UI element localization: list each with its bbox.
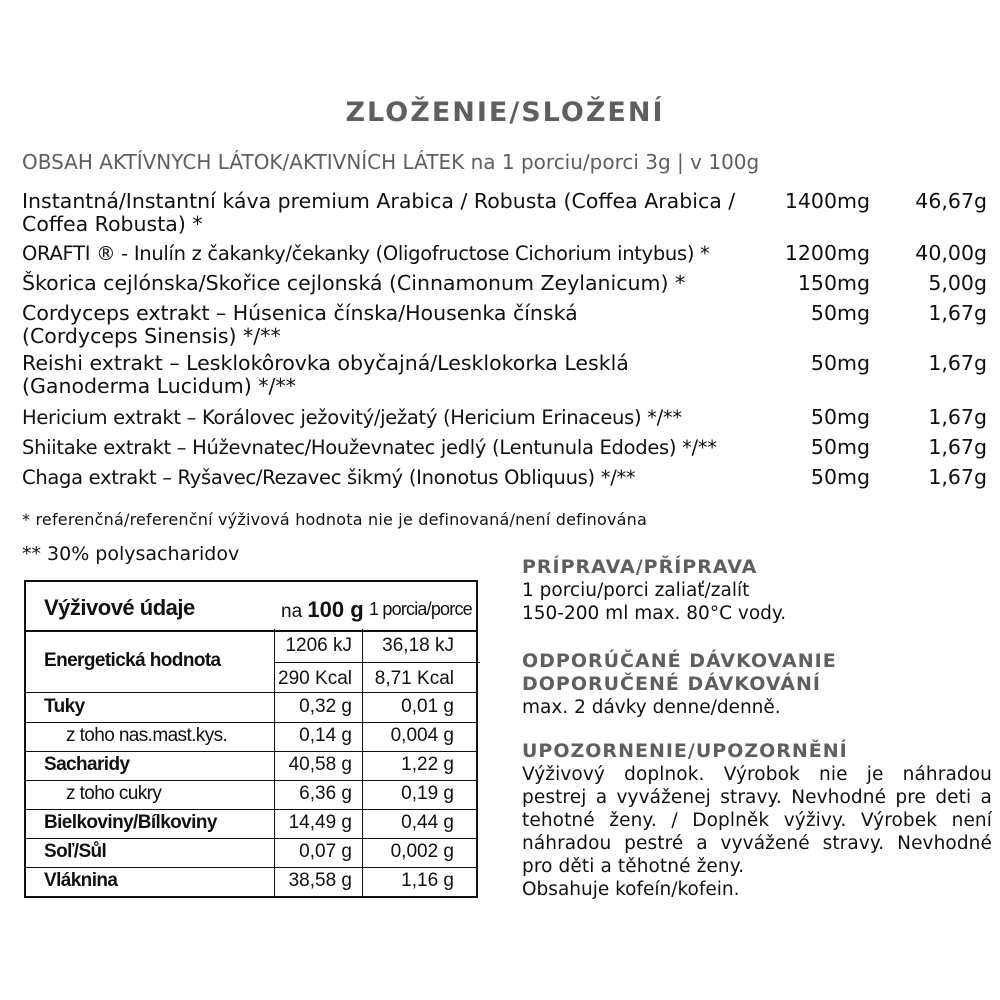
nutrition-value-portion: 36,18 kJ [382, 635, 454, 656]
nutrition-value-portion: 0,004 g [390, 725, 454, 746]
nutrition-value-100g: 6,36 g [299, 783, 352, 804]
ingredient-row [22, 190, 987, 242]
ingredient-dose: 50mg [810, 301, 870, 325]
column-header-100g [281, 597, 364, 623]
ingredient-per100: 1,67g [928, 351, 987, 375]
nutrition-row [26, 809, 476, 838]
nutrition-row [26, 780, 476, 809]
active-ingredients-subtitle: OBSAH AKTÍVNYCH LÁTOK/AKTIVNÍCH LÁTEK na 1 porciu/porci 3g | v 100g [22, 150, 760, 174]
nutrition-value-100g: 0,14 g [299, 725, 352, 746]
column-header-portion: 1 porcia/porce [369, 599, 472, 619]
dosage-text: max. 2 dávky denne/denně. [522, 697, 781, 718]
nutrition-value-portion: 1,16 g [401, 870, 454, 891]
ingredient-row [22, 272, 987, 302]
ingredient-per100: 46,67g [915, 189, 987, 213]
ingredient-row [22, 466, 987, 496]
ingredient-name: Instantná/Instantní káva premium Arabica / Robusta (Coffea Arabica / Coffea Robusta) * [22, 189, 736, 236]
nutrition-value-portion: 8,71 Kcal [374, 668, 454, 689]
ingredient-per100: 5,00g [928, 271, 987, 295]
footnote-polysaccharides: ** 30% polysacharidov [22, 543, 240, 565]
ingredient-name: Reishi extrakt – Lesklokôrovka obyčajná/Lesklokorka Lesklá (Ganoderma Lucidum) */** [22, 351, 629, 398]
nutrition-value-portion: 0,01 g [401, 696, 454, 717]
nutrition-row-label: Soľ/Sůl [44, 841, 107, 862]
nutrition-value-100g: 0,07 g [299, 841, 352, 862]
nutrition-row-label: Vláknina [44, 870, 118, 891]
warning-heading: UPOZORNENIE/UPOZORNĚNÍ [522, 740, 848, 762]
ingredient-dose: 1400mg [784, 189, 870, 213]
column-header-100g-prefix: na [281, 601, 308, 622]
nutrition-row [26, 722, 476, 751]
nutrition-value-portion: 0,44 g [401, 812, 454, 833]
ingredient-dose: 50mg [810, 405, 870, 429]
preparation-heading: PRÍPRAVA/PŘÍPRAVA [522, 556, 758, 578]
ingredient-name: Cordyceps extrakt – Húsenica čínska/Housenka čínská (Cordyceps Sinensis) */** [22, 301, 578, 348]
ingredient-dose: 50mg [810, 435, 870, 459]
nutrition-value-100g: 1206 kJ [285, 635, 352, 656]
nutrition-row [26, 751, 476, 780]
nutrition-row [26, 867, 476, 896]
page-title: ZLOŽENIE/SLOŽENÍ [345, 97, 665, 128]
footnote-reference-value: * referenčná/referenční výživová hodnota nie je definovaná/není definována [22, 510, 647, 529]
ingredient-row [22, 436, 987, 466]
nutrition-row-label: z toho nas.mast.kys. [66, 725, 228, 746]
warning-section [522, 740, 992, 901]
row-divider [274, 662, 480, 663]
nutrition-value-100g: 40,58 g [288, 754, 352, 775]
ingredient-per100: 40,00g [915, 241, 987, 265]
ingredient-row [22, 352, 987, 406]
ingredient-per100: 1,67g [928, 301, 987, 325]
nutrition-row [26, 693, 476, 722]
ingredient-name: Hericium extrakt – Korálovec ježovitý/ježatý (Hericium Erinaceus) */** [22, 406, 682, 429]
preparation-line: 150-200 ml max. 80°C vody. [522, 603, 787, 624]
nutrition-value-portion: 0,19 g [401, 783, 454, 804]
ingredient-row [22, 302, 987, 352]
ingredient-name: Škorica cejlónska/Skořice cejlonská (Cinnamonum Zeylanicum) * [22, 271, 686, 295]
preparation-line: 1 porciu/porci zaliať/zalít [522, 580, 750, 601]
nutrition-value-portion: 1,22 g [401, 754, 454, 775]
nutrition-row-label: Bielkoviny/Bílkoviny [44, 812, 217, 833]
warning-caffeine: Obsahuje kofeín/kofein. [522, 879, 740, 900]
ingredient-dose: 50mg [810, 465, 870, 489]
ingredient-dose: 50mg [810, 351, 870, 375]
nutrition-table-header [26, 582, 476, 632]
ingredient-list [22, 190, 987, 496]
nutrition-value-portion: 0,002 g [390, 841, 454, 862]
nutrition-row [26, 838, 476, 867]
ingredient-name: Shiitake extrakt – Húževnatec/Houževnatec jedlý (Lentunula Edodes) */** [22, 436, 717, 459]
dosage-heading-cz: DOPORUČENÉ DÁVKOVÁNÍ [522, 673, 821, 695]
nutrition-row-label: Sacharidy [44, 754, 130, 775]
nutrition-table-title: Výživové údaje [44, 595, 195, 620]
ingredient-name: ORAFTI ® - Inulín z čakanky/čekanky (Oligofructose Cichorium intybus) * [22, 242, 710, 265]
nutrition-row-label: z toho cukry [66, 783, 162, 804]
ingredient-name: Chaga extrakt – Ryšavec/Rezavec šikmý (Inonotus Obliquus) */** [22, 466, 636, 489]
ingredient-dose: 1200mg [784, 241, 870, 265]
ingredient-per100: 1,67g [928, 405, 987, 429]
nutrition-row-energy-kcal [26, 665, 476, 693]
nutrition-value-100g: 0,32 g [299, 696, 352, 717]
nutrition-row-energy-kj [26, 632, 476, 671]
nutrition-table [24, 580, 478, 898]
ingredient-row [22, 406, 987, 436]
ingredient-per100: 1,67g [928, 465, 987, 489]
nutrition-row-label: Tuky [44, 696, 85, 717]
nutrition-value-100g: 290 Kcal [278, 668, 352, 689]
dosage-section [522, 650, 992, 719]
ingredient-dose: 150mg [797, 271, 870, 295]
warning-text: Výživový doplnok. Výrobok nie je náhradou pestrej a vyváženej stravy. Nevhodné pre deti a tehotné ženy. / Doplněk výživy. Výrobek není náhradou pestré a vyvážené stravy. Nevhodné pro děti a těhotné ženy. [522, 764, 992, 877]
preparation-section [522, 556, 992, 625]
nutrition-row-label: Energetická hodnota [44, 650, 221, 671]
ingredient-per100: 1,67g [928, 435, 987, 459]
dosage-heading-sk: ODPORÚČANÉ DÁVKOVANIE [522, 650, 837, 672]
nutrition-value-100g: 38,58 g [288, 870, 352, 891]
column-header-100g-amount: 100 g [307, 597, 364, 622]
ingredient-row [22, 242, 987, 272]
nutrition-value-100g: 14,49 g [288, 812, 352, 833]
